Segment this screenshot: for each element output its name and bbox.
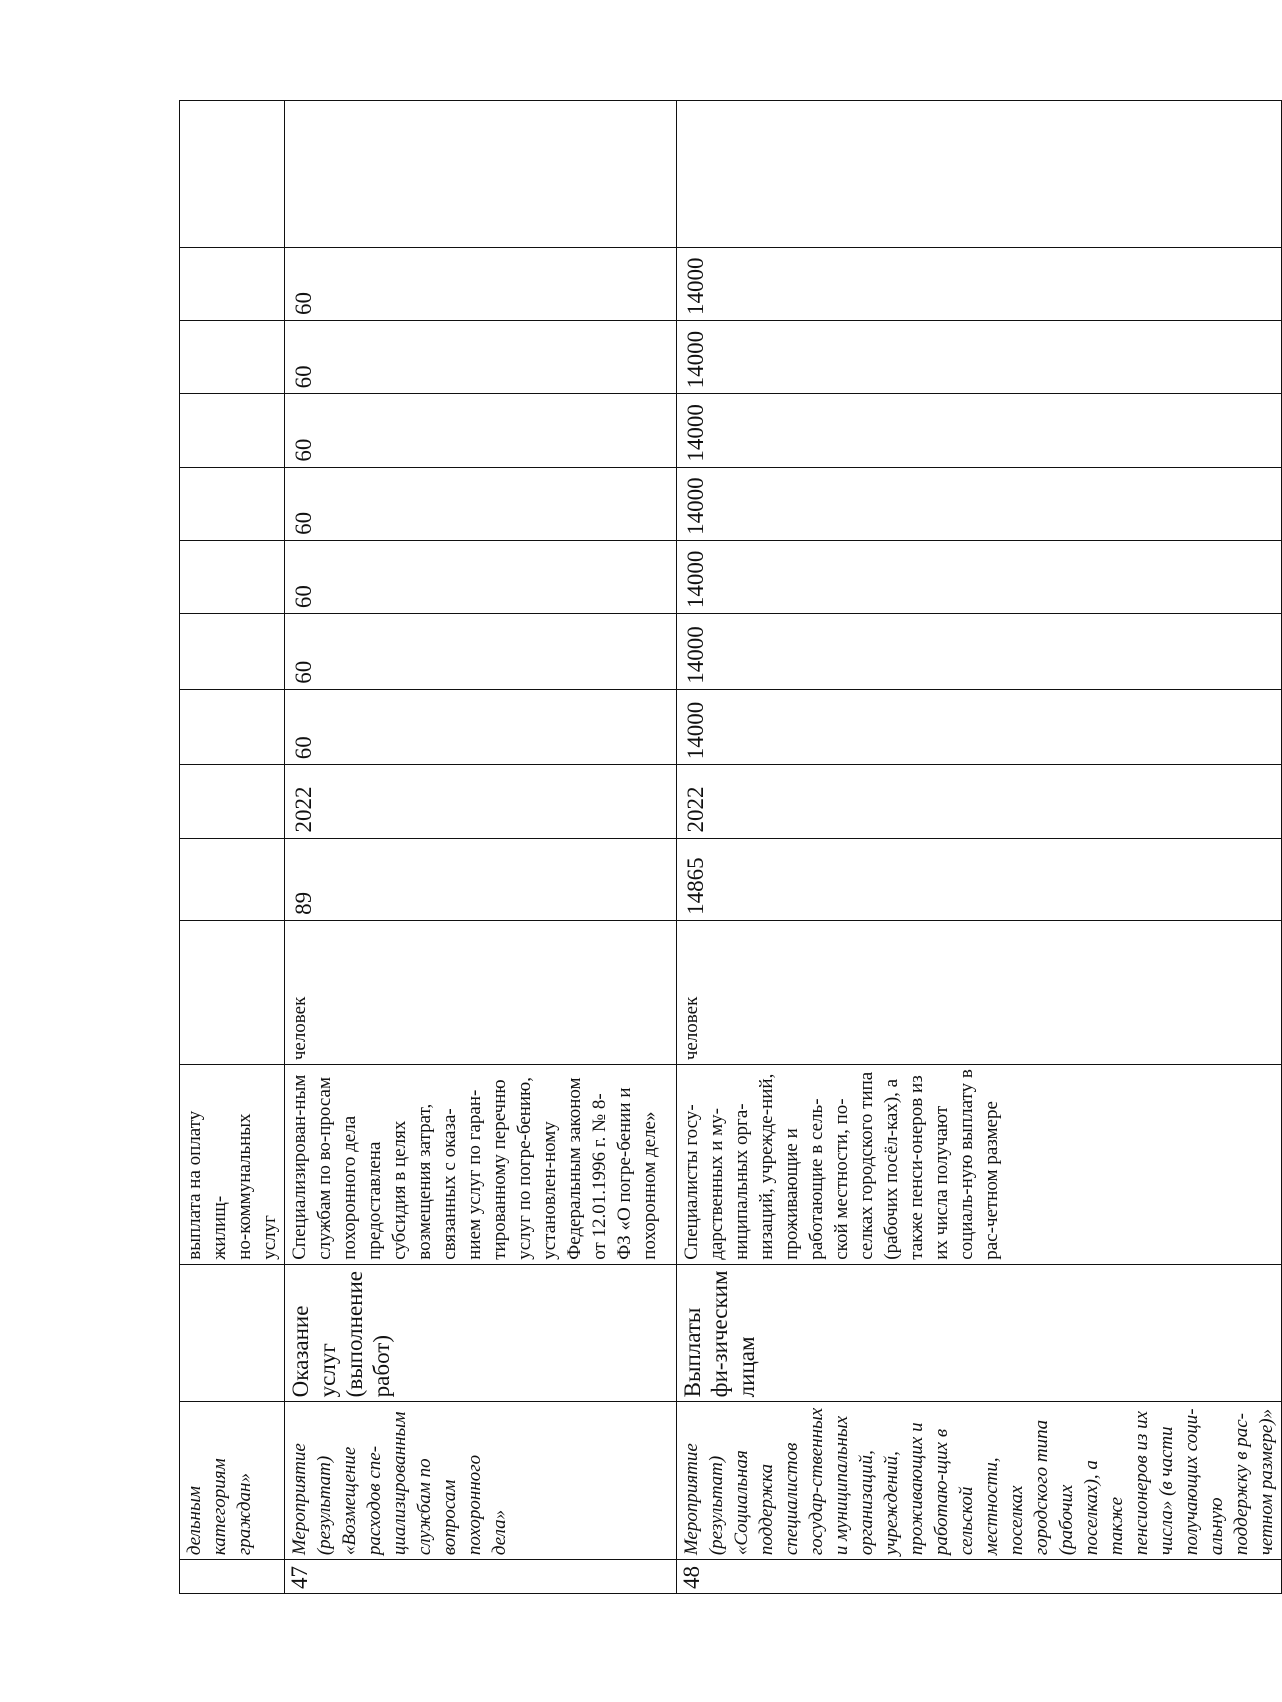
cell-name: дельным категориям граждан» [180,1402,285,1560]
cell-value: 60 [285,614,677,690]
indicators-table [179,100,1282,1594]
cell-recipients: Специалисты госу-дарственных и му-ниципальных орга-низаций, учрежде-ний, проживающие и работающие в сель-ской местности, по-селках городского типа (рабочих посёл-ках), а также пенси-онеров из их числа получают социаль-ную выплату в рас-четном размере [677,1065,1282,1265]
cell-value: 60 [285,247,677,320]
cell-value [180,394,285,467]
cell-value: 14000 [677,321,1282,394]
table-row [285,101,677,1594]
cell-no [180,1560,285,1594]
cell-type: Оказание услуг (выполнение работ) [285,1264,677,1402]
cell-year: 2022 [285,765,677,838]
cell-name: Мероприятие (результат) «Возмещение расходов спе-циализированным службам по вопросам похоронного дела» [285,1402,677,1560]
cell-value: 60 [285,394,677,467]
table-row [677,101,1282,1594]
rotated-table-page [179,100,1277,1594]
cell-empty [180,101,285,248]
cell-value: 14000 [677,614,1282,690]
cell-base-value [180,838,285,920]
cell-recipients: выплата на оплату жилищ- но-коммунальных услуг [180,1065,285,1265]
cell-value: 60 [285,540,677,613]
cell-unit: человек [285,920,677,1064]
cell-value: 14000 [677,394,1282,467]
cell-type: Выплаты фи-зическим лицам [677,1264,1282,1402]
cell-no: 48 [677,1560,1282,1594]
cell-type [180,1264,285,1402]
cell-empty [677,101,1282,248]
cell-value: 60 [285,689,677,765]
cell-unit: человек [677,920,1282,1064]
cell-value: 14000 [677,540,1282,613]
cell-year: 2022 [677,765,1282,838]
cell-value [180,247,285,320]
cell-value [180,689,285,765]
cell-value [180,321,285,394]
cell-value: 60 [285,467,677,540]
cell-year [180,765,285,838]
cell-value: 60 [285,321,677,394]
cell-value: 14000 [677,689,1282,765]
table-row [180,101,285,1594]
cell-name: Мероприятие (результат) «Социальная поддержка специалистов государ-ственных и муниципальных организаций, учреждений, проживающих и работаю-щих в сельской местности, поселках городского типа (рабочих поселках), а также пенсионеров из их числа» (в части получающих соци-альную поддержку в рас-четном размере)» [677,1402,1282,1560]
cell-value [180,467,285,540]
cell-value [180,614,285,690]
cell-value: 14000 [677,247,1282,320]
cell-unit [180,920,285,1064]
cell-empty [285,101,677,248]
cell-no: 47 [285,1560,677,1594]
cell-base-value: 14865 [677,838,1282,920]
cell-recipients: Специализирован-ным службам по во-просам похоронного дела предоставлена субсидия в целях возмещения затрат, связанных с оказа-нием услуг по гаран-тированному перечню услуг по погре-бению, установлен-ному Федеральным законом от 12.01.1996 г. № 8-ФЗ «О погре-бении и похоронном деле» [285,1065,677,1265]
cell-base-value: 89 [285,838,677,920]
cell-value: 14000 [677,467,1282,540]
cell-value [180,540,285,613]
